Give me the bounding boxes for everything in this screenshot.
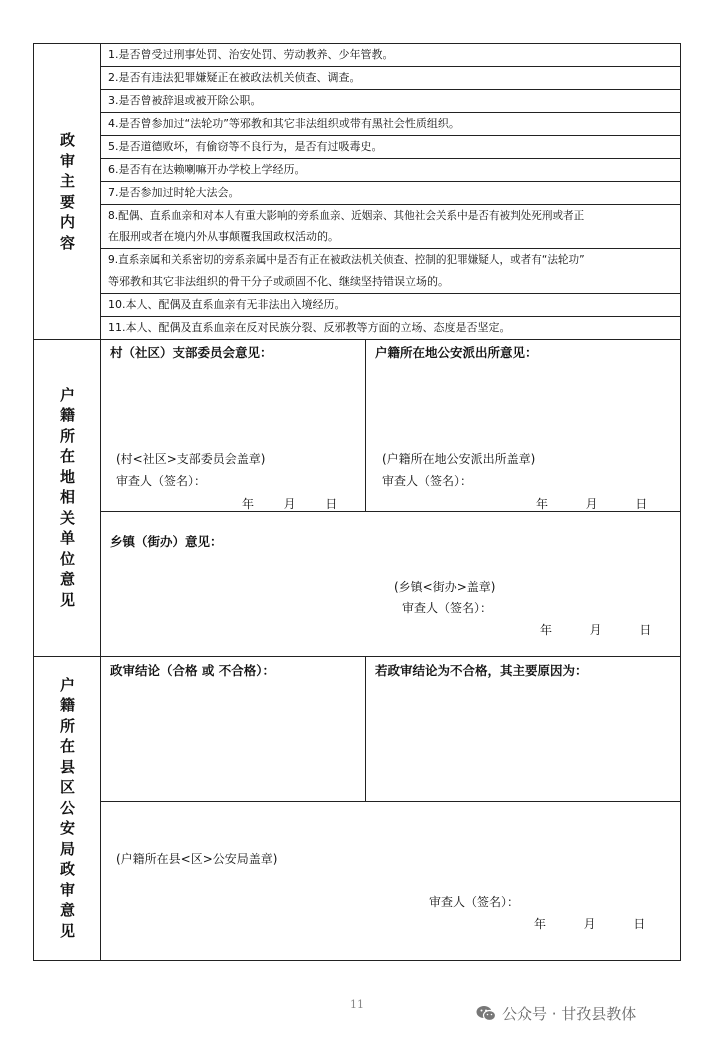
page-number: 11 [350,998,364,1011]
police-station-reviewer: 审查人（签名）： [382,474,473,488]
label-char: 所 [59,716,75,735]
review-item-10: 10.本人、配偶及直系血亲有无非法出入境经历。 [108,298,346,311]
township-seal-note: (乡镇<街办>盖章) [394,580,496,594]
review-item-1: 1.是否曾受过刑事处罚、治安处罚、劳动教养、少年管教。 [108,48,394,61]
date-year: 年 [534,917,547,931]
label-char: 审 [59,151,75,170]
wechat-watermark [476,1003,636,1024]
date-year: 年 [536,497,549,511]
label-char: 所 [59,426,75,445]
township-reviewer: 审查人（签名）： [402,601,493,615]
date-day: 日 [635,497,648,511]
date-month: 月 [589,623,602,637]
village-seal-note: (村<社区>支部委员会盖章) [116,452,266,466]
label-char: 区 [59,778,75,797]
political-review-form [33,43,681,961]
county-reviewer: 审查人（签名）： [429,895,520,909]
review-content-label [34,44,101,339]
label-char: 县 [59,757,75,776]
label-char: 要 [59,192,75,211]
wechat-icon [476,1005,496,1022]
label-char: 局 [59,839,75,858]
date-day: 日 [325,497,338,511]
date-day: 日 [639,623,652,637]
label-char: 户 [59,385,75,404]
label-char: 在 [59,447,75,466]
review-item-4: 4.是否曾参加过“法轮功”等邪教和其它非法组织或带有黑社会性质组织。 [108,117,460,130]
watermark-text: 公众号 · 甘孜县教体 [502,1005,637,1023]
village-opinion-heading: 村（社区）支部委员会意见： [110,345,273,360]
label-char: 内 [59,213,75,231]
review-item-8-line-1: 8.配偶、直系血亲和对本人有重大影响的旁系血亲、近姻亲、其他社会关系中是否有被判处死刑或者正 [108,210,585,222]
village-date [242,495,337,512]
review-item-5: 5.是否道德败坏，有偷窃等不良行为，是否有过吸毒史。 [108,140,383,153]
township-opinion-heading: 乡镇（街办）意见： [110,534,223,549]
township-date [540,621,651,638]
label-char: 容 [59,233,75,252]
label-char: 意 [59,570,75,589]
county-seal-divider [100,801,680,802]
local-units-label [34,339,101,656]
label-char: 位 [59,549,75,568]
county-police-label [34,656,101,960]
date-month: 月 [283,497,296,511]
label-char: 见 [59,921,75,940]
label-char: 籍 [59,696,75,715]
label-char: 地 [59,467,75,486]
review-item-8-line-2: 在服刑或者在境内外从事颠覆我国政权活动的。 [108,230,339,243]
review-item-11: 11.本人、配偶及直系血亲在反对民族分裂、反邪教等方面的立场、态度是否坚定。 [108,321,511,334]
village-reviewer: 审查人（签名）： [116,474,207,488]
village-station-divider [365,339,366,511]
label-char: 籍 [59,406,75,425]
label-char: 单 [59,529,75,548]
review-item-9-line-2: 等邪教和其它非法组织的骨干分子或顽固不化、继续坚持错误立场的。 [108,275,449,288]
police-station-date [536,495,647,512]
label-char: 在 [59,737,75,756]
review-item-3: 3.是否曾被辞退或被开除公职。 [108,94,262,107]
review-item-9-line-1: 9.直系亲属和关系密切的旁系亲属中是否有正在被政法机关侦查、控制的犯罪嫌疑人，或者有“法轮功” [108,254,585,266]
label-char: 审 [59,880,75,899]
section-divider-2 [34,656,680,657]
date-month: 月 [585,497,598,511]
county-date [534,915,645,932]
label-char: 政 [59,860,75,879]
review-item-7: 7.是否参加过时轮大法会。 [108,186,240,199]
label-char: 见 [59,590,75,609]
review-item-2: 2.是否有违法犯罪嫌疑正在被政法机关侦查、调查。 [108,71,361,84]
label-char: 户 [59,675,75,694]
row-line [100,248,680,249]
police-station-seal-note: (户籍所在地公安派出所盖章) [382,452,536,466]
date-day: 日 [633,917,646,931]
label-char: 关 [59,508,75,527]
label-char: 意 [59,901,75,920]
date-year: 年 [540,623,553,637]
county-seal-note: (户籍所在县<区>公安局盖章) [116,852,278,866]
date-month: 月 [583,917,596,931]
label-char: 公 [59,798,75,817]
review-conclusion-heading: 政审结论（合格 或 不合格）： [110,663,275,678]
fail-reason-heading: 若政审结论为不合格，其主要原因为： [375,663,588,678]
row-line [100,204,680,205]
conclusion-reason-divider [365,656,366,801]
date-year: 年 [242,497,255,511]
label-char: 政 [59,131,75,149]
section-divider-1 [34,339,680,340]
label-char: 安 [59,819,75,838]
label-char: 主 [59,172,75,190]
police-station-opinion-heading: 户籍所在地公安派出所意见： [375,345,538,360]
review-item-6: 6.是否有在达赖喇嘛开办学校上学经历。 [108,163,306,176]
label-char: 相 [59,488,75,507]
